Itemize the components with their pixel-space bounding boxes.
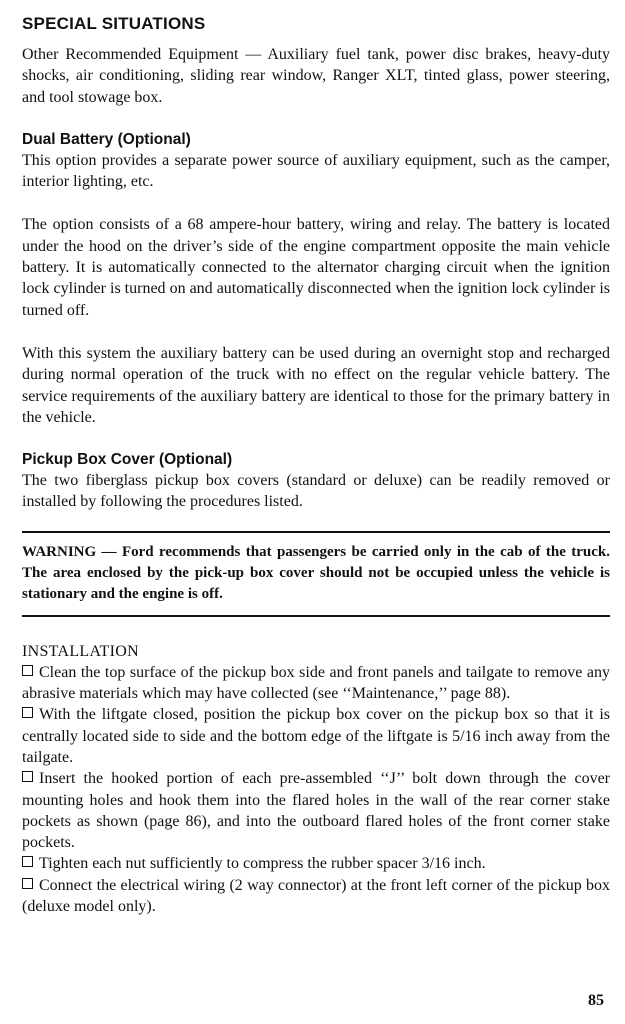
installation-step-text: Connect the electrical wiring (2 way connector) at the front left corner of the pickup box (deluxe model only).: [22, 876, 610, 916]
pickup-box-cover-intro: The two fiberglass pickup box covers (standard or deluxe) can be readily removed or installed by following the procedures listed.: [22, 472, 610, 511]
dual-battery-usage: With this system the auxiliary battery can be used during an overnight stop and recharged during normal operation of the truck with no effect on the regular vehicle battery. The service requirements of the auxiliary battery are identical to those for the primary battery in the vehicle.: [22, 344, 610, 426]
installation-step-text: Insert the hooked portion of each pre-assembled ‘‘J’’ bolt down through the cover mounting holes and hook them into the flared holes in the wall of the rear corner stake pockets as shown (page 86), and into the outboard flared holes of the front corner stake pockets.: [22, 770, 610, 852]
dual-battery-description: The option consists of a 68 ampere-hour battery, wiring and relay. The battery is located under the hood on the driver’s side of the engine compartment opposite the main vehicle battery. It is automatically connected to the alternator charging circuit when the ignition lock cylinder is turned on and automatically disconnected when the ignition lock cylinder is turned off.: [22, 216, 610, 319]
installation-step: [22, 853, 610, 874]
recommended-equipment-paragraph: Other Recommended Equipment — Auxiliary fuel tank, power disc brakes, heavy-duty shocks, air conditioning, sliding rear window, Ranger XLT, tinted glass, power steering, and tool stowage box.: [22, 46, 610, 106]
pickup-box-cover-heading: Pickup Box Cover (Optional): [22, 451, 233, 469]
checkbox-icon: [22, 707, 33, 718]
installation-heading: INSTALLATION: [22, 642, 139, 660]
dual-battery-intro: This option provides a separate power source of auxiliary equipment, such as the camper, interior lighting, etc.: [22, 151, 610, 191]
installation-step: [22, 704, 610, 768]
manual-page: [22, 14, 610, 917]
checkbox-icon: [22, 771, 33, 782]
installation-step: [22, 875, 610, 918]
installation-step: [22, 662, 610, 705]
dual-battery-heading: Dual Battery (Optional): [22, 130, 191, 148]
installation-step-text: Tighten each nut sufficiently to compress the rubber spacer 3/16 inch.: [39, 855, 486, 873]
installation-step: [22, 768, 610, 853]
checkbox-icon: [22, 856, 33, 867]
section-title: SPECIAL SITUATIONS: [22, 14, 206, 33]
warning-text: WARNING — Ford recommends that passengers be carried only in the cab of the truck. The area enclosed by the pick-up box cover should not be occupied unless the vehicle is stationary and the engine is off.: [22, 543, 610, 602]
installation-step-text: Clean the top surface of the pickup box side and front panels and tailgate to remove any abrasive materials which may have collected (see ‘‘Maintenance,’’ page 88).: [22, 663, 610, 703]
checkbox-icon: [22, 878, 33, 889]
warning-box: [22, 531, 610, 617]
installation-step-text: With the liftgate closed, position the pickup box cover on the pickup box so that it is centrally located side to side and the bottom edge of the liftgate is 5/16 inch away from the tailgate.: [22, 706, 610, 766]
checkbox-icon: [22, 665, 33, 676]
page-number: 85: [588, 992, 604, 1009]
